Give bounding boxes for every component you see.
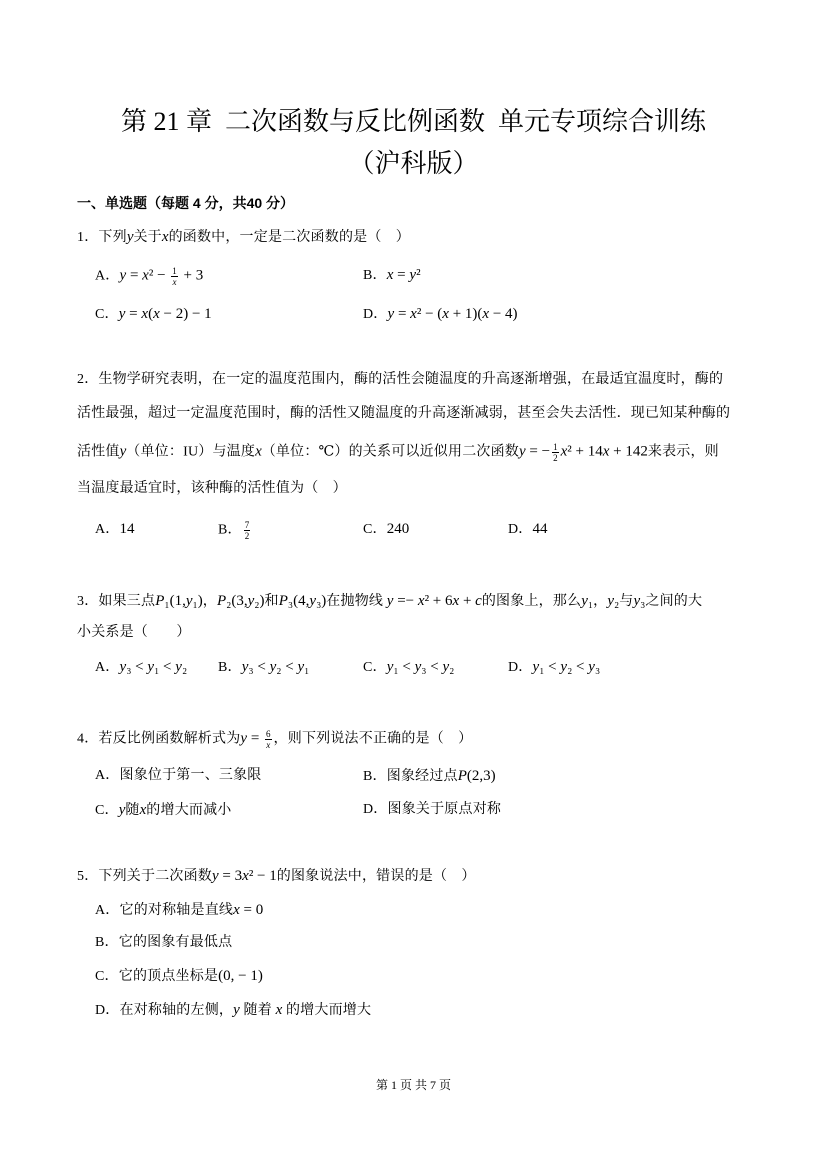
question-3-stem-line-2 <box>77 624 191 642</box>
question-4-stem <box>77 729 473 750</box>
text-run: B．它的图象有最低点 <box>95 935 233 950</box>
math-expression: y = 3x² − 1 <box>212 868 277 884</box>
text-run: C． <box>363 660 387 675</box>
math-variable: y <box>212 868 219 884</box>
question-2-stem-line-4 <box>77 480 347 498</box>
text-run: A． <box>95 522 120 537</box>
text-run: 小关系是（ ） <box>77 625 191 640</box>
text-run: A．它的对称轴是直线 <box>95 903 234 918</box>
math-expression <box>255 444 262 460</box>
math-variable: y <box>119 267 127 284</box>
math-variable: y <box>147 659 155 675</box>
math-variable: y <box>633 593 641 609</box>
text-run: 1．下列 <box>77 230 127 245</box>
text-run: B． <box>363 268 387 283</box>
fraction <box>244 520 251 541</box>
math-variable: x <box>560 443 568 460</box>
question-3-option-b <box>218 658 309 676</box>
math-variable: y <box>241 659 249 675</box>
math-expression: P₂(3,y₂) <box>216 593 265 609</box>
page-footer: 第 1 页 共 7 页 <box>375 1078 451 1092</box>
text-run: 的图象说法中，错误的是（ ） <box>276 869 476 884</box>
fraction-denominator <box>172 277 178 287</box>
math-variable: x <box>233 902 240 918</box>
text-run: C． <box>95 803 119 818</box>
fraction <box>552 442 559 463</box>
math-variable: c <box>475 593 482 609</box>
math-variable: P <box>278 593 288 609</box>
text-run: 与 <box>619 594 634 609</box>
math-expression: x = y² <box>386 267 421 283</box>
fraction <box>265 729 272 750</box>
text-run: 活性值 <box>77 444 120 460</box>
math-expression: x = 0 <box>233 902 264 918</box>
math-variable: y <box>119 659 127 675</box>
math-expression: y₂ <box>607 593 620 609</box>
math-variable: y <box>588 659 595 675</box>
math-variable: x <box>141 306 149 322</box>
text-run: 当温度最适宜时，该种酶的活性值为（ ） <box>77 481 347 496</box>
text-run: 的增大而增大 <box>282 1003 372 1018</box>
math-expression <box>233 1002 240 1018</box>
text-run: C．它的顶点坐标是 <box>95 969 219 984</box>
text-run: 来表示，则 <box>647 444 719 460</box>
question-1-stem <box>77 228 410 246</box>
fraction-denominator <box>265 740 271 750</box>
math-variable: y <box>442 659 450 675</box>
math-expression <box>162 229 169 245</box>
math-expression: y₁ <box>581 593 594 609</box>
text-run: 之间的大 <box>645 594 703 609</box>
text-run: 在抛物线 <box>326 594 387 609</box>
math-variable: y <box>118 306 126 322</box>
question-4-option-b <box>363 767 496 785</box>
text-run: （单位：℃）的关系可以近似用二次函数 <box>261 444 519 460</box>
math-expression: x² + 14x + 142 <box>560 443 648 460</box>
fraction-denominator: 2 <box>553 453 558 463</box>
question-2-stem-line-2 <box>77 405 730 423</box>
question-1-option-d <box>363 305 518 323</box>
question-5-option-c <box>95 967 263 985</box>
text-run: 5．下列关于二次函数 <box>77 869 212 884</box>
math-expression: P(2,3) <box>457 768 496 784</box>
math-expression: y = <box>240 730 264 747</box>
math-variable: y <box>386 659 394 675</box>
question-3-option-d <box>508 658 600 676</box>
math-variable: x <box>172 277 177 287</box>
math-expression: y =− x² + 6x + c <box>386 593 482 609</box>
math-variable: x <box>266 740 271 750</box>
math-expression: (0, − 1) <box>218 968 263 984</box>
text-run: A．图象位于第一、三象限 <box>95 768 262 783</box>
text-run: A． <box>95 268 120 284</box>
question-1-option-a <box>95 266 204 287</box>
section-heading: 一、单选题（每题 4 分，共40 分） <box>77 195 295 211</box>
question-3-stem-line-1 <box>77 592 702 610</box>
math-expression: y₃ < y₁ < y₂ <box>119 659 188 675</box>
math-variable: x <box>386 267 394 283</box>
question-2-stem-line-1 <box>77 371 723 389</box>
math-expression: P₃(4,y₃) <box>278 593 327 609</box>
question-2-option-b <box>218 520 252 541</box>
math-variable: y <box>247 593 255 609</box>
question-4-option-d <box>363 801 501 819</box>
math-expression: y = x(x − 2) − 1 <box>118 306 212 322</box>
text-run: A． <box>95 660 120 675</box>
text-run: B．图象经过点 <box>363 769 458 784</box>
question-3-option-a <box>95 658 187 676</box>
math-variable: x <box>410 306 417 322</box>
math-variable: y <box>386 593 394 609</box>
math-expression: y₁ < y₂ < y₃ <box>532 659 601 675</box>
text-run: C． <box>95 307 119 322</box>
text-run: 关于 <box>133 230 162 245</box>
text-run: 2．生物学研究表明，在一定的温度范围内，酶的活性会随温度的升高逐渐增强，在最适宜温度时，酶的 <box>77 372 724 387</box>
text-run: D． <box>363 307 388 322</box>
math-variable: y <box>519 443 526 460</box>
math-variable: y <box>175 659 182 675</box>
math-variable: y <box>119 443 127 460</box>
math-variable: y <box>607 593 615 609</box>
question-1-option-c <box>95 305 212 323</box>
math-variable: y <box>297 659 305 675</box>
text-run: C． <box>363 522 387 537</box>
text-run: 随 <box>125 803 140 818</box>
math-expression: 14 <box>119 521 135 537</box>
text-run: 的增大而减小 <box>146 803 232 818</box>
text-run: 4．若反比例函数解析式为 <box>77 731 241 747</box>
math-variable: y <box>240 730 248 747</box>
text-run: 和 <box>264 594 279 609</box>
fraction <box>171 266 178 287</box>
math-variable: P <box>155 593 165 609</box>
fraction-numerator: 1 <box>172 266 177 276</box>
math-expression: y₃ <box>633 593 646 609</box>
math-expression: y₃ < y₂ < y₁ <box>241 659 310 675</box>
fraction-numerator: 6 <box>266 729 271 739</box>
text-run: D．图象关于原点对称 <box>363 802 502 817</box>
math-variable: y <box>581 593 588 609</box>
math-variable: y <box>532 659 540 675</box>
math-variable: y <box>387 306 395 322</box>
math-variable: x <box>153 306 160 322</box>
math-variable: x <box>482 306 490 322</box>
text-run: 活性最强，超过一定温度范围时，酶的活性又随温度的升高逐渐减弱，甚至会失去活性．现已知某种酶的 <box>77 406 731 421</box>
text-run: ，则下列说法不正确的是（ ） <box>273 731 473 747</box>
page-subtitle: （沪科版） <box>348 149 479 178</box>
question-4-option-a <box>95 767 262 785</box>
math-variable: y <box>269 659 277 675</box>
text-run: D．在对称轴的左侧， <box>95 1003 234 1018</box>
fraction-numerator: 1 <box>553 442 558 452</box>
question-5-option-b <box>95 934 232 952</box>
question-5-stem <box>77 867 476 885</box>
math-variable: y <box>233 1002 240 1018</box>
question-2-stem-line-3 <box>77 442 719 463</box>
math-variable: x <box>161 229 169 245</box>
math-variable: x <box>452 593 460 609</box>
math-variable: x <box>242 868 249 884</box>
text-run: 3．如果三点 <box>77 594 156 609</box>
math-variable: x <box>255 443 262 460</box>
text-run: ， <box>593 594 608 609</box>
text-run: 的函数中，一定是二次函数的是（ ） <box>168 230 410 245</box>
fraction-numerator: 7 <box>244 520 250 530</box>
math-variable: y <box>185 593 193 609</box>
math-expression: y = x² − <box>119 267 170 284</box>
math-expression: + 3 <box>179 267 204 284</box>
page-title: 第 21 章 二次函数与反比例函数 单元专项综合训练 <box>120 107 706 136</box>
math-variable: x <box>602 443 610 460</box>
math-expression: y = − <box>519 443 551 460</box>
question-2-option-c <box>363 520 409 538</box>
math-variable: y <box>560 659 568 675</box>
math-expression: 44 <box>532 521 548 537</box>
math-expression: y = x² − (x + 1)(x − 4) <box>387 306 518 322</box>
text-run: B． <box>218 660 242 675</box>
question-5-option-a <box>95 901 263 919</box>
text-run: D． <box>508 522 533 537</box>
math-variable: y <box>126 229 134 245</box>
math-variable: y <box>409 267 417 283</box>
text-run: 的图象上，那么 <box>481 594 582 609</box>
math-variable: x <box>142 267 149 284</box>
math-variable: y <box>414 659 422 675</box>
text-run: B． <box>218 522 242 538</box>
math-variable: P <box>457 768 467 784</box>
math-expression: y₁ < y₃ < y₂ <box>386 659 455 675</box>
fraction-denominator: 2 <box>244 531 250 541</box>
math-variable: y <box>309 593 317 609</box>
math-variable: x <box>139 802 147 818</box>
question-1-option-b <box>363 266 421 284</box>
question-2-option-a <box>95 520 135 538</box>
math-variable: x <box>417 593 425 609</box>
math-variable: x <box>275 1002 283 1018</box>
question-3-option-c <box>363 658 454 676</box>
question-2-option-d <box>508 520 548 538</box>
math-expression: P₁(1,y₁) <box>155 593 203 609</box>
text-run: （单位：IU）与温度 <box>126 444 256 460</box>
question-5-option-d <box>95 1001 371 1019</box>
math-variable: x <box>442 306 449 322</box>
text-run: D． <box>508 660 533 675</box>
text-run: ， <box>202 594 217 609</box>
text-run: 随着 <box>239 1003 276 1018</box>
math-variable: y <box>118 802 126 818</box>
question-4-option-c <box>95 801 232 819</box>
math-variable: P <box>216 593 227 609</box>
math-expression: 240 <box>386 521 410 537</box>
